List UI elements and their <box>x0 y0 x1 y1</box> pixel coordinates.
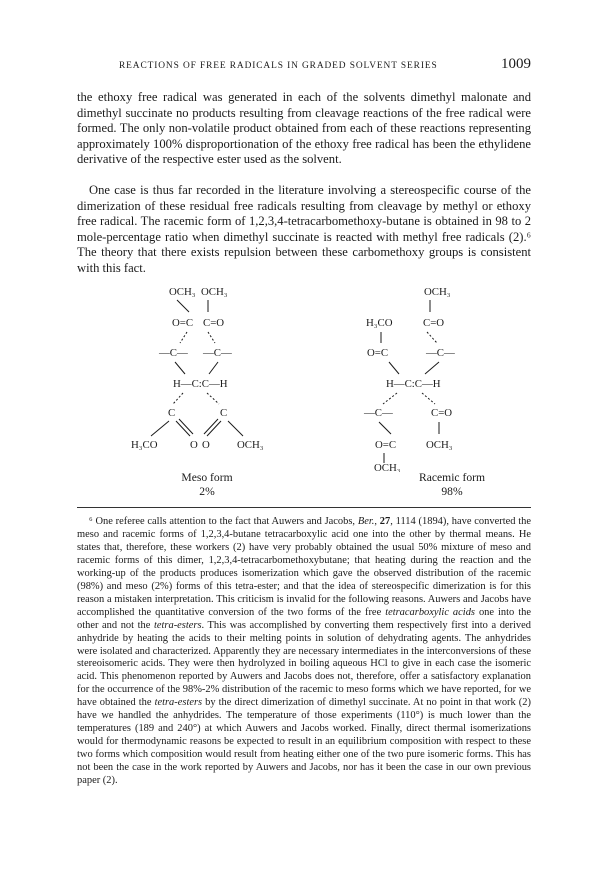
footnote-text: one into the other and not the <box>77 606 531 631</box>
meso-bottom-o-1: O <box>190 439 198 451</box>
racemic-center: H—C:C—H <box>386 378 441 390</box>
meso-carbon-right: —C— <box>203 347 232 359</box>
racemic-bond <box>383 393 397 404</box>
meso-bond <box>180 332 187 343</box>
meso-structure <box>131 286 264 451</box>
footnote-marker: ⁶ <box>89 516 93 527</box>
racemic-och3-right: OCH₃ <box>426 439 453 451</box>
meso-bond <box>208 332 215 343</box>
racemic-bond <box>427 332 437 343</box>
meso-top-right-och3: OCH₃ <box>201 286 228 298</box>
meso-bond <box>177 300 189 312</box>
journal-abbreviation: Ber. <box>357 516 375 527</box>
racemic-caption-percent: 98% <box>441 485 463 498</box>
structural-formulas-figure <box>77 282 531 500</box>
racemic-top-och3: OCH₃ <box>424 286 451 298</box>
meso-bottom-h3co: H₃CO <box>131 439 158 451</box>
meso-bottom-och3: OCH₃ <box>237 439 264 451</box>
meso-carbon-left: —C— <box>159 347 188 359</box>
meso-caption <box>137 471 277 499</box>
meso-center: H—C:C—H <box>173 378 228 390</box>
meso-bond <box>228 421 243 436</box>
meso-bond <box>207 393 219 404</box>
footnote-emphasis: tetra-esters <box>153 619 202 631</box>
running-title: REACTIONS OF FREE RADICALS IN GRADED SOLVENT SERIES <box>119 61 438 71</box>
meso-caption-percent: 2% <box>199 485 215 498</box>
footnote-text: , <box>374 516 380 527</box>
racemic-caption-name: Racemic form <box>419 471 485 484</box>
running-header <box>77 56 531 78</box>
racemic-ester-left: O=C <box>367 347 389 359</box>
footnote-text: . This was accomplished by converting them respectively first into a derived anhydride by heating the acids to their melting points in solution of dehydrating agents. The anhydrides were isolated and characterized. Apparently they are necessary intermediates in the interconversions of these stereoisomeric acids. They were then hydrolyzed in boiling aqueous HCl to give in each case the isomeric acid. This phenomenon reported by Auwers and Jacobs does not, therefore, offer a satisfactory explanation for the occurrence of the 98%-2% distribution of the racemic to meso forms which we have reported, for we have obtained the <box>77 619 531 709</box>
racemic-ester-top: C=O <box>423 317 445 329</box>
racemic-bond <box>425 362 439 374</box>
racemic-carbon-left: —C— <box>364 407 393 419</box>
footnote-divider <box>77 507 531 508</box>
footnote-emphasis: tetra-esters <box>154 697 203 709</box>
meso-bottom-o-2: O <box>202 439 210 451</box>
meso-c-left: C <box>168 407 176 419</box>
racemic-ester-right: C=O <box>431 407 453 419</box>
footnote-text: , 1114 (1894), have converted the meso and racemic forms of 1,2,3,4-butane tetracarboxylic acid one into the other by thermal means. He states that, therefore, these workers (2) have very probably obtained the usual 50% mixture of meso and racemic forms of this dimer, 1,2,3,4-tetracarbomethoxybutane; that heating during the reaction and the working-up of the products produces isomerization which gave the observed distribution of the racemic (98%) and meso (2%) forms of this tetra-ester; and that the idea of stereospecific dimerization is for this reason a mistaken interpretation. This criticism is invalid for the following reasons. Auwers and Jacobs have accomplished the quantitative conversion of the two forms of the free <box>77 516 532 618</box>
racemic-structure <box>363 286 455 472</box>
racemic-bond <box>422 393 435 404</box>
meso-bond <box>209 362 218 374</box>
volume-number: 27 <box>379 516 391 527</box>
racemic-caption <box>382 471 522 499</box>
footnote <box>77 516 531 788</box>
body-paragraph-1: the ethoxy free radical was generated in each of the solvents dimethyl malonate and dimethyl succinate no products resulting from cleavage reactions of the free radical were formed. The only non-volatile product obtained from each of these reactions representing approximately 100% disproportionation of the ethoxy free radical has been the ethylidene derivative of the respective ester used as the solvent. <box>77 90 531 167</box>
footnote-text: One referee calls attention to the fact that Auwers and Jacobs, <box>92 516 358 527</box>
racemic-carbon-right: —C— <box>426 347 455 359</box>
body-paragraph-2: One case is thus far recorded in the literature involving a stereospecific course of the dimerization of these residual free radicals resulting from cleavage by methyl or ethoxy free radical. The racemic form of 1,2,3,4-tetracarbomethoxy-butane is obtained in 98 to 2 mole-percentage ratio when dimethyl succinate is reacted with methyl free radicals (2).⁶ The theory that there exists repulsion between these carbomethoxy groups is consistent with this fact. <box>77 183 531 275</box>
racemic-ester-bottom-left: O=C <box>375 439 397 451</box>
footnote-text: by the direct dimerization of dimethyl succinate. At no point in that work (2) have we handled the anhydrides. The temperature of those experiments (110°) is much lower than the temperatures (189 and 240°) at which Auwers and Jacobs worked. Finally, direct thermal isomerizations would for thermodynamic reasons be expected to result in an equilibrium composition with respect to these two forms which composition would result from heating either one of the two pure isomeric forms. This has not been the case in the work reported by Auwers and Jacobs, nor has it been the case in our own previous paper (2). <box>77 697 531 787</box>
meso-ester-left: O=C <box>172 317 194 329</box>
racemic-bottom-och3: OCH₃ <box>374 462 401 472</box>
meso-top-left-och3: OCH₃ <box>169 286 196 298</box>
meso-bond <box>175 362 185 374</box>
footnote-emphasis: tetracarboxylic acids <box>385 606 475 618</box>
racemic-bond <box>379 422 391 434</box>
racemic-bond <box>389 362 399 374</box>
structure-diagrams <box>77 282 531 472</box>
meso-bond <box>151 421 169 436</box>
racemic-left-h3co: H₃CO <box>366 317 393 329</box>
meso-caption-name: Meso form <box>181 471 233 484</box>
meso-bond <box>173 393 183 404</box>
meso-c-right: C <box>220 407 228 419</box>
meso-ester-right: C=O <box>203 317 225 329</box>
page-number: 1009 <box>501 56 531 72</box>
